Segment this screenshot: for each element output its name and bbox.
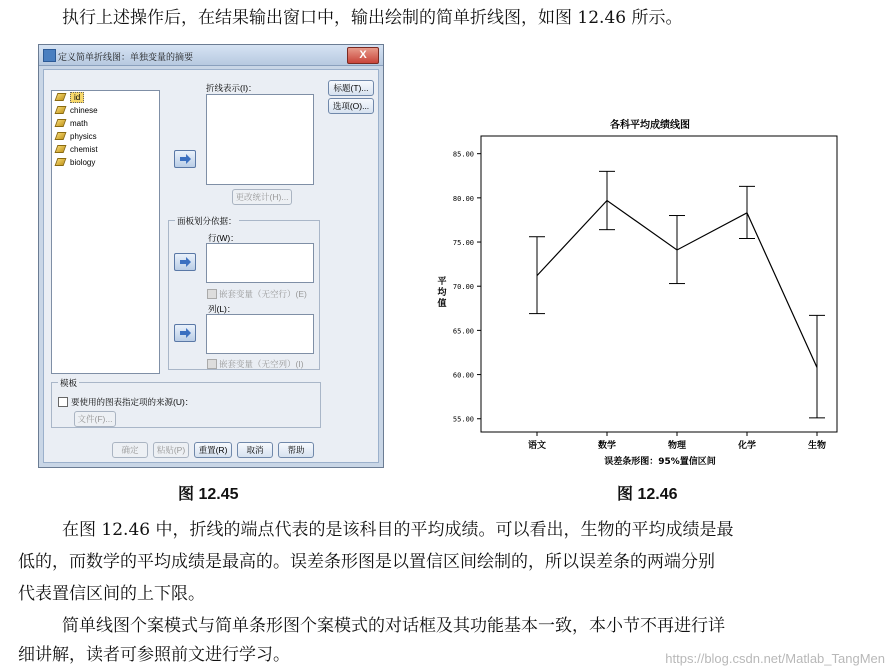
x-tick-label: 物理 [667,441,687,451]
y-axis-label-char: 平 [437,277,447,287]
y-axis-label [437,275,447,309]
plot-frame [481,136,837,432]
list-item[interactable]: chinese [52,104,159,117]
chart-title: 各科平均成绩线图 [610,120,690,131]
cols-label: 列(L)： [208,304,236,314]
figure-caption-right: 图 12.46 [617,486,678,503]
list-item[interactable]: chemist [52,143,159,156]
variable-list[interactable] [51,90,160,374]
list-item[interactable]: math [52,117,159,130]
paragraph-2-line-1: 简单线图个案模式与简单条形图个案模式的对话框及其功能基本一致，本小节不再进行详 [62,616,725,636]
chart-app-icon [43,49,56,62]
move-to-cols-button[interactable] [174,324,196,342]
cols-box[interactable] [206,314,314,354]
paste-button[interactable]: 粘贴(P) [153,442,189,458]
rows-box[interactable] [206,243,314,283]
title-button[interactable]: 标题(T)... [328,80,374,96]
y-tick-label: 70.00 [452,283,474,292]
y-axis-label-char: 值 [437,299,447,309]
line-chart [420,112,890,477]
x-axis-label: 误差条形图：95%置信区间 [604,457,716,467]
file-button[interactable]: 文件(F)... [74,411,116,427]
panel-by-title: 面板划分依据： [177,216,237,226]
line-represents-box[interactable] [206,94,314,185]
scale-variable-icon [55,158,67,166]
dialog-title: 定义简单折线图：单独变量的摘要 [58,52,194,62]
y-tick-label: 60.00 [452,371,474,380]
move-to-line-button[interactable] [174,150,196,168]
move-to-rows-button[interactable] [174,253,196,271]
paragraph-1-line-3: 代表置信区间的上下限。 [18,584,205,604]
paragraph-1-line-1: 在图 12.46 中，折线的端点代表的是该科目的平均成绩。可以看出，生物的平均成绩是最 [62,520,734,540]
cols-nest-checkbox[interactable] [207,359,217,369]
paragraph-1-line-2: 低的，而数学的平均成绩是最高的。误差条形图是以置信区间绘制的，所以误差条的两端分别 [18,552,715,572]
scale-variable-icon [55,119,67,127]
arrow-right-icon [180,154,191,164]
dialog-titlebar[interactable] [39,45,383,66]
rows-nest-checkbox[interactable] [207,289,217,299]
line-represents-label: 折线表示(I)： [206,83,257,93]
change-statistic-button[interactable]: 更改统计(H)... [232,189,292,205]
cols-nest-label: 嵌套变量（无空列）(I) [219,359,304,369]
options-button[interactable]: 选项(O)... [328,98,374,114]
rows-label: 行(W)： [208,233,239,243]
arrow-right-icon [180,328,191,338]
x-tick-label: 数学 [597,441,617,451]
close-button[interactable]: X [347,47,379,64]
x-tick-label: 语文 [527,441,547,451]
x-tick-label: 化学 [737,441,757,451]
watermark: https://blog.csdn.net/Matlab_TangMen [665,651,885,666]
template-checkbox[interactable] [58,397,68,407]
line-chart-svg [420,112,890,477]
intro-text: 执行上述操作后，在结果输出窗口中，输出绘制的简单折线图，如图 12.46 所示。 [62,8,683,28]
y-tick-label: 75.00 [452,239,474,248]
help-button[interactable]: 帮助 [278,442,314,458]
x-tick-label: 生物 [807,441,827,451]
ok-button[interactable]: 确定 [112,442,148,458]
figure-caption-left: 图 12.45 [178,486,239,503]
list-item[interactable]: biology [52,156,159,169]
list-item[interactable]: physics [52,130,159,143]
rows-nest-label: 嵌套变量（无空行）(E) [219,289,307,299]
scale-variable-icon [55,145,67,153]
paragraph-2-line-2: 细讲解，读者可参照前文进行学习。 [18,645,290,665]
arrow-right-icon [180,257,191,267]
reset-button[interactable]: 重置(R) [194,442,232,458]
y-tick-label: 55.00 [452,415,474,424]
define-line-chart-dialog [38,44,384,468]
cancel-button[interactable]: 取消 [237,442,273,458]
y-tick-label: 80.00 [452,194,474,203]
list-item[interactable]: id [52,91,159,104]
scale-variable-icon [55,106,67,114]
template-check-label: 要使用的图表指定项的来源(U)： [71,397,194,407]
y-axis-label-char: 均 [437,288,447,298]
scale-variable-icon [55,132,67,140]
y-tick-label: 65.00 [452,327,474,336]
dialog-body [43,69,379,463]
template-title: 模板 [60,378,78,388]
scale-variable-icon [55,93,67,101]
y-tick-label: 85.00 [452,150,474,159]
